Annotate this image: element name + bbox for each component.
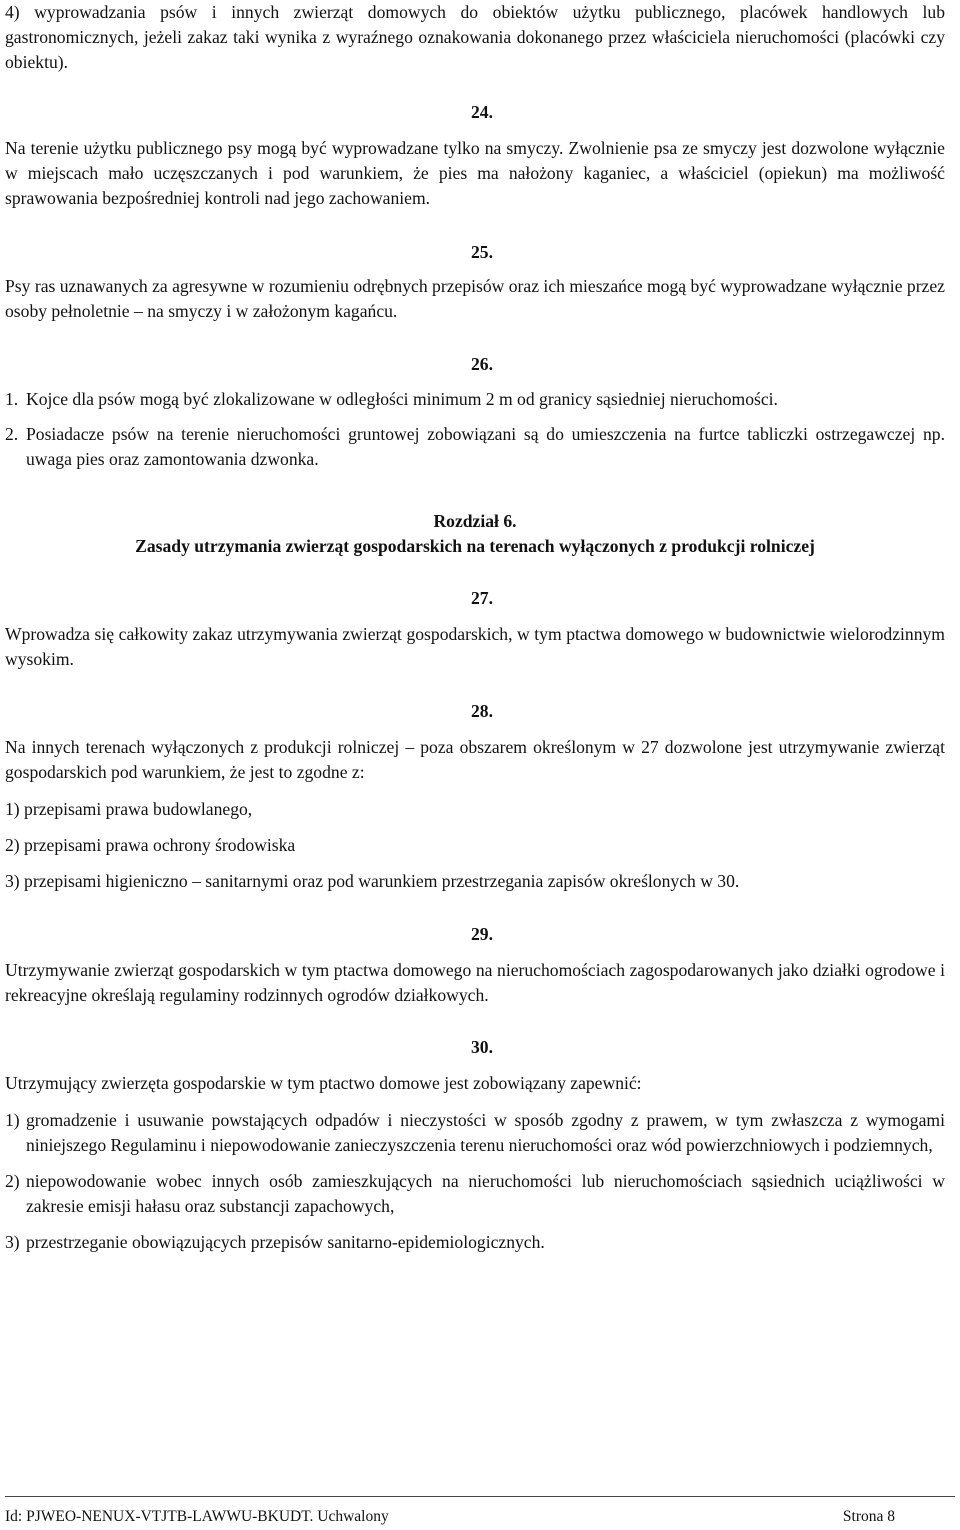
list-item: 1. Kojce dla psów mogą być zlokalizowane w odległości minimum 2 m od granicy sąsiedniej nieruchomości. <box>5 389 778 409</box>
list-item: 3) przestrzeganie obowiązujących przepisów sanitarno-epidemiologicznych. <box>5 1232 545 1252</box>
section-25-text: Psy ras uznawanych za agresywne w rozumieniu odrębnych przepisów oraz ich mieszańce mogą być wyprowadzane wyłącznie przez osoby pełnoletnie – na smyczy i w założonym kagańcu. <box>5 276 945 321</box>
section-29-text: Utrzymywanie zwierząt gospodarskich w tym ptactwa domowego na nieruchomościach zagospodarowanych jako działki ogrodowe i rekreacyjne określają regulaminy rodzinnych ogrodów działkowych. <box>5 960 945 1005</box>
list-item: 2. Posiadacze psów na terenie nieruchomości gruntowej zobowiązani są do umieszczenia na furtce tabliczki ostrzegawczej np. uwaga pies oraz zamontowania dzwonka. <box>5 424 945 469</box>
intro-item: 4) wyprowadzania psów i innych zwierząt domowych do obiektów użytku publicznego, placówek handlowych lub gastronomicznych, jeżeli zakaz taki wynika z wyraźnego oznakowania dokonanego przez właściciela nieruchomości (placówki czy obiektu). <box>5 2 945 72</box>
page-number: Strona 8 <box>842 1508 895 1525</box>
chapter-number: Rozdział 6. <box>433 511 517 531</box>
section-24-text: Na terenie użytku publicznego psy mogą być wyprowadzane tylko na smyczy. Zwolnienie psa ze smyczy jest dozwolone wyłącznie w miejscach mało uczęszczanych i pod warunkiem, że pies ma nałożony kaganiec, a właściciel (opiekun) ma możliwość sprawowania bezpośredniej kontroli nad jego zachowaniem. <box>5 138 945 208</box>
list-item: 2) niepowodowanie wobec innych osób zamieszkujących na nieruchomości lub nieruchomościach sąsiednich uciążliwości w zakresie emisji hałasu oraz substancji zapachowych, <box>5 1171 945 1216</box>
section-26-list <box>5 387 945 472</box>
section-28-item-2: 2) przepisami prawa ochrony środowiska <box>5 835 296 855</box>
section-30-heading: 30. <box>471 1037 493 1057</box>
section-27-text: Wprowadza się całkowity zakaz utrzymywania zwierząt gospodarskich, w tym ptactwa domowego w budownictwie wielorodzinnym wysokim. <box>5 624 945 669</box>
section-30-list <box>5 1108 945 1255</box>
section-28-item-3: 3) przepisami higieniczno – sanitarnymi oraz pod warunkiem przestrzegania zapisów określonych w 30. <box>5 871 740 891</box>
section-24-heading: 24. <box>471 102 493 122</box>
document-id: Id: PJWEO-NENUX-VTJTB-LAWWU-BKUDT. Uchwalony <box>5 1508 389 1525</box>
section-30-text: Utrzymujący zwierzęta gospodarskie w tym ptactwo domowe jest zobowiązany zapewnić: <box>5 1073 642 1093</box>
section-28-text: Na innych terenach wyłączonych z produkcji rolniczej – poza obszarem określonym w 27 dozwolone jest utrzymywanie zwierząt gospodarskich pod warunkiem, że jest to zgodne z: <box>5 737 945 782</box>
page-footer <box>5 1496 955 1529</box>
section-27-heading: 27. <box>471 588 493 608</box>
section-28-item-1: 1) przepisami prawa budowlanego, <box>5 799 253 819</box>
section-29-heading: 29. <box>471 924 493 944</box>
section-26-heading: 26. <box>471 354 493 374</box>
list-item: 1) gromadzenie i usuwanie powstających odpadów i nieczystości w sposób zgodny z prawem, w tym zwłaszcza z wymogami niniejszego Regulaminu i niepowodowanie zanieczyszczenia terenu nieruchomości oraz wód powierzchniowych i podziemnych, <box>5 1110 945 1155</box>
section-28-heading: 28. <box>471 701 493 721</box>
section-25-heading: 25. <box>471 242 493 262</box>
footer-divider <box>5 1496 955 1497</box>
chapter-title: Zasady utrzymania zwierząt gospodarskich na terenach wyłączonych z produkcji rolniczej <box>135 536 815 556</box>
